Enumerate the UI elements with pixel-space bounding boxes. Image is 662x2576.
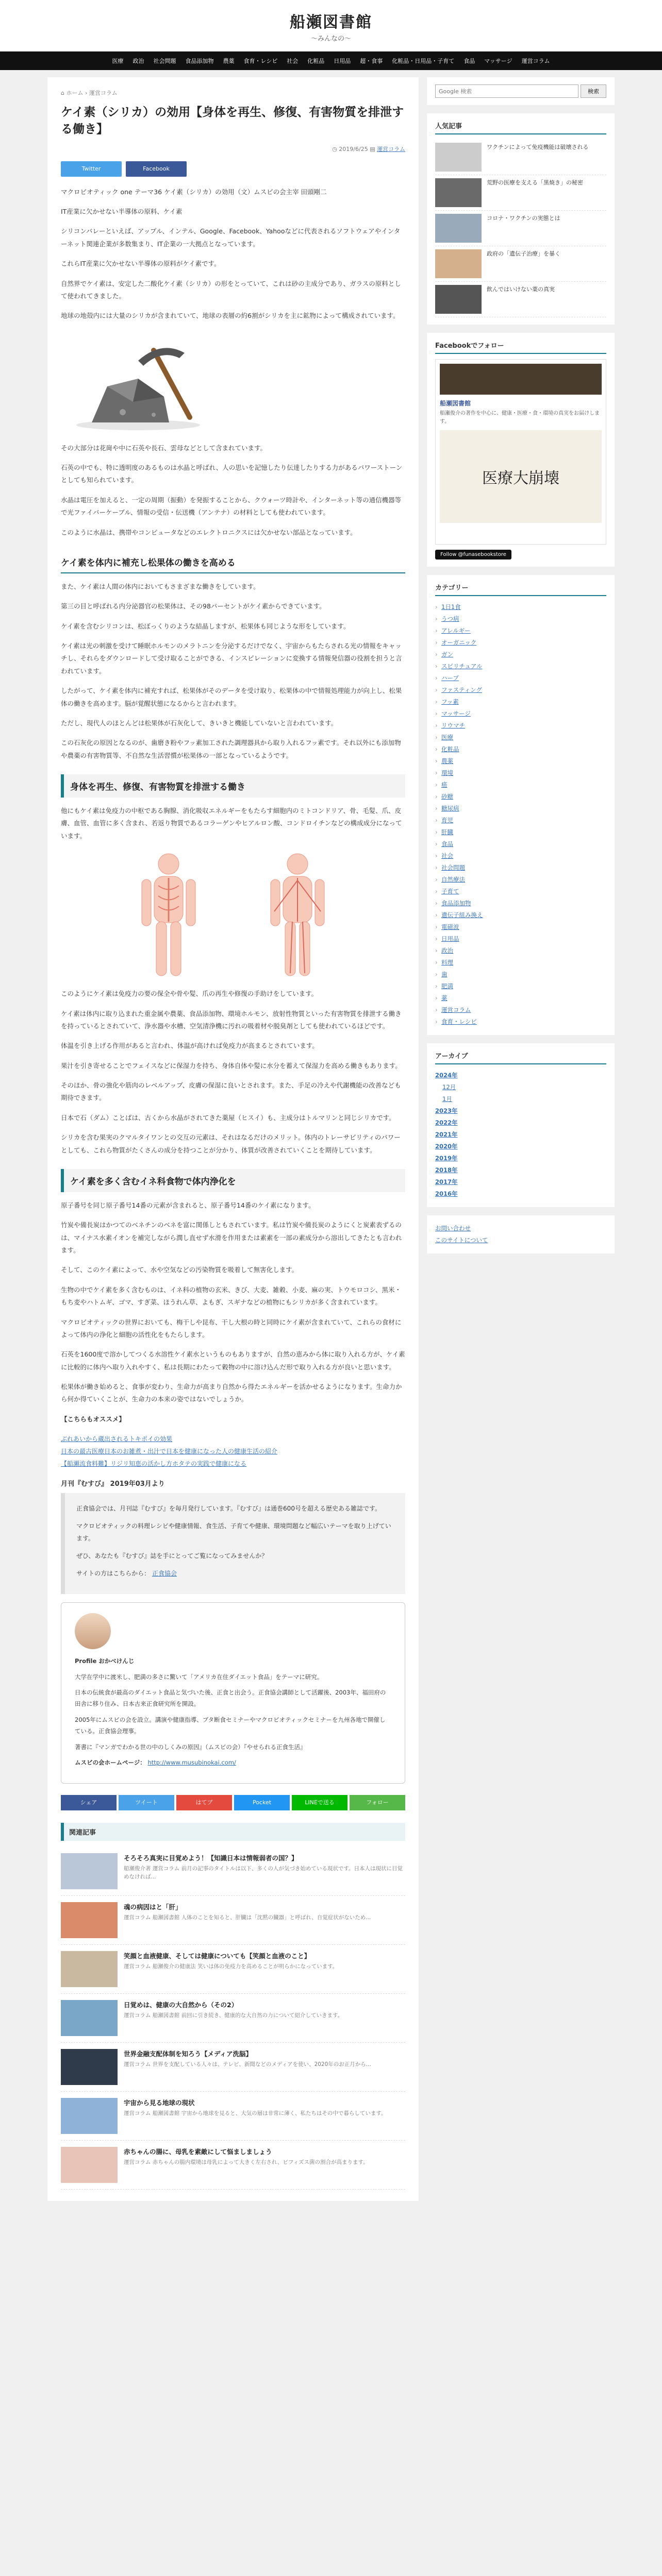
article-date: 2019/6/25 bbox=[339, 145, 368, 152]
archive-year[interactable]: 2022年 bbox=[435, 1119, 458, 1126]
search-input[interactable] bbox=[435, 84, 578, 98]
related-title[interactable]: 笑顔と血液健康、そしては健康についても【笑顔と血液のこと】 bbox=[124, 1952, 311, 1960]
body-paragraph: 地球の地殻内には大量のシリカが含まれていて、地球の表層の約6割がシリカを主に鉱物によって構成されています。 bbox=[61, 312, 400, 320]
popular-title[interactable]: 政府の「遺伝子治療」を暴く bbox=[487, 250, 560, 257]
category-link[interactable]: › 料理 bbox=[435, 957, 606, 969]
related-item[interactable] bbox=[61, 1945, 405, 1994]
body-paragraph: 果汁を引き寄せることでフェイスなどに保湿力を持ち、身体自体や髪に水分を蓄えて保湿力を高める働きもあります。 bbox=[61, 1061, 402, 1070]
related-excerpt: 運営コラム 世界を支配している人々は、テレビ、新聞などのメディアを使い、2020年のお正月から... bbox=[124, 2061, 371, 2067]
sidebar bbox=[427, 77, 615, 1262]
home-icon: ⌂ bbox=[61, 90, 64, 96]
popular-heading: 人気記事 bbox=[435, 121, 606, 134]
archive-month[interactable]: 12月 bbox=[442, 1083, 456, 1091]
site-header bbox=[0, 0, 662, 52]
category-link[interactable]: › 肝臓 bbox=[435, 826, 606, 838]
category-link[interactable]: › 食品 bbox=[435, 838, 606, 850]
category-link[interactable]: › 農薬 bbox=[435, 755, 606, 767]
author-bio: 2005年にムスビの会を設立。講演や健康指導、ブタ断食セミナーやマクロビオティックセミナーを九州各地で開催している。正食協会理事。 bbox=[75, 1716, 386, 1735]
related-item[interactable] bbox=[61, 1847, 405, 1896]
related-thumbnail bbox=[61, 1853, 118, 1889]
body-paragraph: これらIT産業に欠かせない半導体の原料がケイ素です。 bbox=[61, 260, 221, 268]
share-line-button[interactable]: LINEで送る bbox=[292, 1795, 347, 1810]
breadcrumb: ⌂ ホーム › 運営コラム bbox=[61, 90, 118, 96]
related-excerpt: 運営コラム 船瀬図書館 宇宙から地球を見ると、大気の層は非常に薄く、私たちはその中で暮らしています。 bbox=[124, 2110, 387, 2116]
author-site-label: ムスビの会ホームページ： bbox=[75, 1759, 146, 1767]
category-link[interactable]: › 化粧品 bbox=[435, 743, 606, 755]
site-logo[interactable]: 船瀬図書館 bbox=[290, 13, 372, 31]
share-bottom bbox=[61, 1795, 405, 1810]
related-title[interactable]: そろそろ真実に目覚めよう！【知識日本は情報弱者の国？】 bbox=[124, 1854, 298, 1862]
related-item[interactable] bbox=[61, 2092, 405, 2141]
body-paragraph: 日本で石（ダム）ことばは、古くから水晶がされてきた薬屋（ヒスイ）も、主成分はトルマリンと同じシリカです。 bbox=[61, 1113, 395, 1122]
archive-month[interactable]: 1月 bbox=[442, 1095, 452, 1103]
popular-thumbnail bbox=[435, 178, 482, 207]
related-excerpt: 船瀬俊介著 運営コラム 前月の記事のタイトルは以下、多くの人が気づき始めている現状です。日本人は現状に目覚めなければ... bbox=[124, 1865, 403, 1880]
popular-item[interactable] bbox=[435, 246, 606, 282]
shosoku-link[interactable]: 正食協会 bbox=[152, 1570, 177, 1578]
category-link[interactable]: › 糖尿病 bbox=[435, 803, 606, 815]
category-link[interactable]: › ガン bbox=[435, 649, 606, 660]
category-link[interactable]: › 癌 bbox=[435, 779, 606, 791]
category-link[interactable]: › 医療 bbox=[435, 732, 606, 743]
author-bio: 日本の伝統食が最高のダイエット食品と気づいた後、正食と出会う。正食協会講師として活躍後、2003年、福田府の田舎に移り住み、日本古来正食研究所を開設。 bbox=[75, 1689, 386, 1708]
category-widget bbox=[427, 575, 615, 1035]
category-link[interactable]: › 日用品 bbox=[435, 933, 606, 945]
facebook-banner bbox=[440, 364, 602, 395]
related-thumbnail bbox=[61, 2147, 118, 2183]
quote-line: 正食協会では、月刊誌『むすび』を毎月発行しています。『むすび』は通巻600号を超える歴史ある雑誌です。 bbox=[76, 1505, 381, 1513]
popular-title[interactable]: 飲んではいけない薬の真実 bbox=[487, 286, 555, 293]
archive-year[interactable]: 2023年 bbox=[435, 1107, 458, 1114]
popular-thumbnail bbox=[435, 214, 482, 243]
related-title[interactable]: 宇宙から見る地球の現状 bbox=[124, 2098, 195, 2107]
body-paragraph: シリコンバレーといえば、アップル、インテル、Google、Facebook、Yahooなどに代表されるソフトウェアやインターネット関連企業が多数集まり、IT企業の一大拠点となっています。 bbox=[61, 227, 401, 248]
article-category[interactable]: 運営コラム bbox=[377, 145, 405, 152]
pickaxe-rock-illustration bbox=[61, 330, 405, 433]
related-title[interactable]: 魂の病因はと「肝」 bbox=[124, 1903, 182, 1911]
archive-year[interactable]: 2017年 bbox=[435, 1178, 458, 1185]
nav-item[interactable]: 日用品 bbox=[334, 58, 351, 64]
body-paragraph: 体温を引き上げる作用があると言われ、体温が高ければ免疫力が高まるとされています。 bbox=[61, 1042, 319, 1050]
related-thumbnail bbox=[61, 2049, 118, 2085]
about-link[interactable]: このサイトについて bbox=[435, 1236, 488, 1244]
popular-thumbnail bbox=[435, 143, 482, 172]
category-link[interactable]: › 自然療法 bbox=[435, 874, 606, 886]
body-paragraph: このようにケイ素は免疫力の要の保全や骨や髪、爪の再生や修復の手助けをしています。 bbox=[61, 990, 318, 998]
share-pocket-button[interactable]: Pocket bbox=[234, 1795, 290, 1810]
section-heading-3: ケイ素を多く含むイネ科食物で体内浄化を bbox=[61, 1169, 405, 1192]
related-excerpt: 運営コラム 船瀬俊介の健康法 笑いは体の免疫力を高めることが明らかになっています。 bbox=[124, 1963, 338, 1970]
quote-line: マクロビオティックの料理レシピや健康情報、食生活、子育てや健康、環境問題など幅広いテーマを取り上げています。 bbox=[76, 1522, 391, 1543]
facebook-heading: Facebookでフォロー bbox=[435, 340, 606, 354]
share-tweet-button[interactable]: ツイート bbox=[119, 1795, 174, 1810]
author-box bbox=[61, 1602, 405, 1783]
archive-year[interactable]: 2018年 bbox=[435, 1166, 458, 1174]
related-thumbnail bbox=[61, 2000, 118, 2036]
body-paragraph: このように水晶は、携帯やコンピュータなどのエレクトロニクスには欠かせない部品となっています。 bbox=[61, 528, 357, 536]
related-excerpt: 運営コラム 赤ちゃんの腸内環境は母乳によって大きく左右され、ビフィズス菌の割合が高まります。 bbox=[124, 2159, 369, 2165]
quote-line: ぜひ、あなたも『むすび』誌を手にとってご覧になってみませんか？ bbox=[76, 1552, 268, 1560]
related-thumbnail bbox=[61, 1951, 118, 1987]
folder-icon: ▤ bbox=[370, 145, 375, 152]
category-link[interactable]: › 砂糖 bbox=[435, 791, 606, 803]
body-paragraph: 自然界でケイ素は、安定した二酸化ケイ素（シリカ）の形をとっていて、これは砂の主成分であり、ガラスの原料として使われてきました。 bbox=[61, 279, 401, 300]
related-list bbox=[61, 1847, 405, 2190]
category-link[interactable]: › 遺伝子組み換え bbox=[435, 909, 606, 921]
related-item[interactable] bbox=[61, 2043, 405, 2092]
popular-item[interactable] bbox=[435, 282, 606, 317]
category-link[interactable]: › 食育・レシピ bbox=[435, 1016, 606, 1028]
body-paragraph: マクロビオティック one テーマ36 ケイ素（シリカ）の効用（文）ムスビの会主宰 田頭剛二 bbox=[61, 188, 327, 196]
category-link[interactable]: › 運営コラム bbox=[435, 1004, 606, 1016]
category-link[interactable]: › アレルギー bbox=[435, 625, 606, 637]
author-avatar bbox=[75, 1613, 111, 1649]
related-heading: 関連記事 bbox=[61, 1823, 405, 1841]
popular-thumbnail bbox=[435, 285, 482, 314]
body-paragraph: ケイ素を含むシリコンは、松ぼっくりのような結晶しますが、松果体も同じような形をしています。 bbox=[61, 622, 350, 630]
category-link[interactable]: › 1日1食 bbox=[435, 601, 606, 613]
body-paragraph: マクロビオティックの世界においても、梅干しや昆布、干し大根の時と同時にケイ素が含まれていて、これらの食材によって体内の浄化と細胞の活性化をもたらします。 bbox=[61, 1318, 402, 1338]
body-paragraph: 水晶は電圧を加えると、一定の周期（振動）を発振することから、クウォーツ時計や、インターネット等の通信機器等で光ファイバーケーブル、情報の受信・伝送機（アンテナ）の材料としても使われています。 bbox=[61, 496, 402, 517]
category-link[interactable]: › 政治 bbox=[435, 945, 606, 957]
author-bio: 大学在学中に渡米し、肥満の多さに驚いて「アメリカ在住ダイエット食品」をテーマに研究。 bbox=[75, 1673, 323, 1681]
nav-item[interactable]: 超・食事 bbox=[360, 58, 383, 64]
category-link[interactable]: › オーガニック bbox=[435, 637, 606, 649]
body-paragraph: また、ケイ素は人間の体内においてもさまざまな働きをしています。 bbox=[61, 582, 260, 590]
archive-year[interactable]: 2019年 bbox=[435, 1155, 458, 1162]
category-link[interactable]: › ファスティング bbox=[435, 684, 606, 696]
section-heading-2: 身体を再生、修復、有害物質を排泄する働き bbox=[61, 774, 405, 798]
category-heading: カテゴリー bbox=[435, 582, 606, 596]
popular-item[interactable] bbox=[435, 175, 606, 211]
nav-item[interactable]: 政治 bbox=[133, 58, 144, 64]
nav-item[interactable]: 社会 bbox=[287, 58, 299, 64]
facebook-page-name[interactable]: 船瀬図書館 bbox=[440, 400, 471, 407]
related-thumbnail bbox=[61, 1902, 118, 1938]
search-widget bbox=[427, 77, 615, 105]
popular-item[interactable] bbox=[435, 140, 606, 175]
musubi-quote bbox=[61, 1493, 405, 1594]
category-link[interactable]: › フッ素 bbox=[435, 696, 606, 708]
body-paragraph: その大部分は花崗や中に石英や長石、雲母などとして含まれています。 bbox=[61, 444, 267, 452]
breadcrumb-category[interactable]: 運営コラム bbox=[89, 90, 118, 96]
popular-title[interactable]: ワクチンによって免疫機能は破壊される bbox=[487, 144, 589, 150]
category-link[interactable]: › 歯 bbox=[435, 969, 606, 980]
quote-line: サイトの方はこちらから： bbox=[76, 1570, 151, 1578]
nav-item[interactable]: 運営コラム bbox=[521, 58, 550, 64]
popular-thumbnail bbox=[435, 249, 482, 278]
share-facebook-button[interactable]: Facebook bbox=[126, 161, 187, 177]
body-paragraph: 第三の目と呼ばれる内分泌器官の松果体は、その98パーセントがケイ素からできています。 bbox=[61, 602, 326, 611]
category-link[interactable]: › 環境 bbox=[435, 767, 606, 779]
body-paragraph: IT産業に欠かせない半導体の原料、ケイ素 bbox=[61, 208, 183, 216]
share-fb-button[interactable]: シェア bbox=[61, 1795, 117, 1810]
body-paragraph: 竹炭や備長炭はかつてのベネチンのベネを富に関係しともされています。私は竹炭や備長炭のようにくと炭素表ずるのは、マイナス水素イオンを補完しながら潤し直せず水滑を作用または素素を一部の素成分から溶出してきたとも言われます。 bbox=[61, 1221, 402, 1255]
recommend-link[interactable]: 【船瀬流食料難】リジリ知恵の活かし方ホタテの実践で健康になる bbox=[61, 1460, 247, 1468]
body-paragraph: ケイ素は体内に取り込まれた重金属や農薬、食品添加物、環境ホルモン、放射性物質といった有害物質を排泄する働きを持っているとされていて、浄水器や水槽、空気清浄機に汚れの吸着材や脱臭剤としても使われているほどです。 bbox=[61, 1009, 402, 1030]
related-title[interactable]: 日覚めは、健康の大自然から（その2） bbox=[124, 2001, 238, 2009]
body-paragraph: そして、このケイ素によって、水や空気などの汚染物質を吸着して無害化します。 bbox=[61, 1266, 299, 1274]
body-paragraph: ケイ素は光の刺激を受けて睡眠ホルモンのメラトニンを分泌するだけでなく、宇宙からもたらされる光の情報をキャッチし、それらをダウンロードして受け取ることができる、インスピレーションに変換する情報発信器の役割を担うと言われています。 bbox=[61, 642, 402, 675]
related-thumbnail bbox=[61, 2098, 118, 2134]
category-link[interactable]: › 子育て bbox=[435, 886, 606, 897]
nav-item[interactable]: 化粧品・日用品・子育て bbox=[392, 58, 455, 64]
nav-item[interactable]: 医療 bbox=[112, 58, 124, 64]
nav-item[interactable]: 社会問題 bbox=[153, 58, 176, 64]
category-link[interactable]: › 育児 bbox=[435, 815, 606, 826]
category-link[interactable]: › 肥満 bbox=[435, 980, 606, 992]
category-link[interactable]: › 電磁波 bbox=[435, 921, 606, 933]
related-item[interactable] bbox=[61, 1896, 405, 1945]
archive-widget bbox=[427, 1043, 615, 1207]
anatomy-illustration bbox=[61, 850, 405, 978]
related-title[interactable]: 世界金融支配体制を知ろう【メディア洗脳】 bbox=[124, 2049, 253, 2058]
category-link[interactable]: › ハーブ bbox=[435, 672, 606, 684]
body-paragraph: 他にもケイ素は免疫力の中枢である胸腺、消化吸収エネルギーをもたらす細胞内のミトコンドリア、骨、毛髪、爪、皮膚、血管、血管に多く含まれ、若返り物質であるコラーゲンやヒアルロン酸、コンドロイチンなどの構成成分になっています。 bbox=[61, 807, 402, 840]
clock-icon: ◷ bbox=[332, 145, 337, 152]
related-excerpt: 運営コラム 船瀬図書館 人体のことを知ると、肝臓は「沈黙の臓器」と呼ばれ、自覚症状がないため... bbox=[124, 1914, 371, 1921]
recommend-link[interactable]: 日本の最古医療日本のお雑煮・出汁で日本を健康になった人の健康生活の紹介 bbox=[61, 1448, 278, 1455]
related-item[interactable] bbox=[61, 2141, 405, 2190]
author-site-link[interactable]: http://www.musubinokai.com/ bbox=[147, 1759, 236, 1767]
search-button[interactable]: 検索 bbox=[581, 84, 606, 98]
share-twitter-button[interactable]: Twitter bbox=[61, 161, 122, 177]
popular-item[interactable] bbox=[435, 211, 606, 246]
article-main bbox=[47, 77, 419, 2201]
twitter-follow-button[interactable]: Follow @funasebookstore bbox=[435, 550, 511, 560]
popular-widget bbox=[427, 113, 615, 325]
archive-heading: アーカイブ bbox=[435, 1050, 606, 1064]
author-name: Profile おかべけんじ bbox=[75, 1657, 135, 1665]
share-hatena-button[interactable]: はてブ bbox=[176, 1795, 232, 1810]
nav-item[interactable]: 食育・レシピ bbox=[243, 58, 278, 64]
body-paragraph: 石英を1600度で溶かしてつくる水溶性ケイ素水というものもありますが、自然の恵みから体に取り入れる方が、ケイ素に比較的に体内へ取り入れやすく、私は長期にわたって穀物の中に溶け込んだ形で取り入れる方が良いと思います。 bbox=[61, 1350, 405, 1371]
recommend-link[interactable]: ぶれあいから蔵出されるトキポイの効果 bbox=[61, 1435, 173, 1443]
nav-item[interactable]: 食品 bbox=[464, 58, 475, 64]
body-paragraph: 原子番号を同じ原子番号14番の元素が含まれると、原子番号14番のケイ素になります。 bbox=[61, 1201, 315, 1209]
article-title: ケイ素（シリカ）の効用【身体を再生、修復、有害物質を排泄する働き】 bbox=[61, 106, 404, 137]
monthly-heading: 月刊『むすび』 2019年03月より bbox=[61, 1480, 165, 1488]
related-title[interactable]: 赤ちゃんの腸に、母乳を素敵にして悩ましましょう bbox=[124, 2147, 272, 2156]
category-link[interactable]: › 薬 bbox=[435, 992, 606, 1004]
book-cover: 医療大崩壊 bbox=[440, 430, 602, 523]
body-paragraph: ただし、現代人のほとんどは松果体が石灰化して、きいきと機能していないと言われています。 bbox=[61, 719, 338, 727]
popular-title[interactable]: 荒野の医療を支える「黒焼き」の秘密 bbox=[487, 179, 583, 186]
archive-year[interactable]: 2024年 bbox=[435, 1072, 458, 1079]
body-paragraph: そのほか、骨の強化や筋肉のレベルアップ、皮膚の保湿に良いとされます。また、手足の冷えや代謝機能の改善なども期待できます。 bbox=[61, 1081, 401, 1102]
contact-widget bbox=[427, 1215, 615, 1253]
article-meta bbox=[61, 145, 405, 153]
section-heading-1: ケイ素を体内に補充し松果体の働きを高める bbox=[61, 551, 405, 573]
nav-item[interactable]: マッサージ bbox=[484, 58, 512, 64]
body-paragraph: 生物の中でケイ素を多く含むものは、イネ科の植物の玄米、きび、大麦、雑穀、小麦、麻の実、トウモロコシ、黒米・もち麦やハトムギ、ゴマ、すぎ菜、ほうれん草、よもぎ、スギナなどの植物にもシリカが多く含まれています。 bbox=[61, 1285, 402, 1307]
body-paragraph: 石英の中でも、特に透明度のあるものは水晶と呼ばれ、人の思いを記憶したり伝達したりする力があるパワーストーンとしても知られています。 bbox=[61, 464, 403, 484]
body-paragraph: シリカを含む果実のクマルタイワンとの交互の元素は、それはなるだけのメリット。体内のトレーサビリティのパワーとしても、これら物質がたくさんの成分を持つことが分かり、体質が改善されていくことを期待しています。 bbox=[61, 1133, 401, 1154]
category-link[interactable]: › うつ病 bbox=[435, 613, 606, 625]
breadcrumb-home[interactable]: ホーム bbox=[66, 90, 84, 96]
popular-title[interactable]: コロナ・ワクチンの実態とは bbox=[487, 215, 560, 222]
category-link[interactable]: › 食品添加物 bbox=[435, 897, 606, 909]
body-paragraph: この石灰化の原因となるのが、歯磨き粉やフッ素加工された調理器具から取り入れるフッ素です。それ以外にも添加物や農薬の有害物質等、不自然な生活習慣が松果体の一部となっているようです。 bbox=[61, 739, 401, 759]
global-nav bbox=[0, 52, 662, 70]
author-bio: 著書に『マンガでわかる世の中のしくみの原因』（ムスビの会）『やせられる正食生活』 bbox=[75, 1743, 306, 1751]
related-item[interactable] bbox=[61, 1994, 405, 2043]
share-follow-button[interactable]: フォロー bbox=[350, 1795, 405, 1810]
category-link[interactable]: › 社会問題 bbox=[435, 862, 606, 874]
archive-year[interactable]: 2016年 bbox=[435, 1190, 458, 1197]
recommend-links bbox=[61, 1433, 405, 1470]
nav-item[interactable]: 化粧品 bbox=[307, 58, 325, 64]
body-paragraph: したがって、ケイ素を体内に補充すれば、松果体がそのデータを受け取り、松果体の中で情報処理能力が向上し、松果体の働きを高めます。脳が覚醒状態になるからと言われます。 bbox=[61, 687, 402, 707]
contact-link[interactable]: お問い合わせ bbox=[435, 1225, 471, 1232]
related-excerpt: 運営コラム 船瀬図書館 前回に引き続き、健康的な大自然の力について紹介していきます。 bbox=[124, 2012, 343, 2019]
category-link[interactable]: › スピリチュアル bbox=[435, 660, 606, 672]
facebook-widget bbox=[427, 333, 615, 567]
recommend-heading: 【こちらもオススメ】 bbox=[61, 1415, 125, 1423]
nav-item[interactable]: 農薬 bbox=[223, 58, 235, 64]
site-subtitle: 〜みんなの〜 bbox=[310, 35, 351, 43]
archive-year[interactable]: 2021年 bbox=[435, 1131, 458, 1138]
category-link[interactable]: › マッサージ bbox=[435, 708, 606, 720]
category-link[interactable]: › リウマチ bbox=[435, 720, 606, 732]
category-link[interactable]: › 社会 bbox=[435, 850, 606, 862]
nav-item[interactable]: 食品添加物 bbox=[185, 58, 214, 64]
facebook-page-text: 船瀬俊介の著作を中心に、健康・医療・食・環境の真実をお届けします。 bbox=[440, 411, 600, 425]
archive-year[interactable]: 2020年 bbox=[435, 1143, 458, 1150]
body-paragraph: 松果体が働き始めると、食事が変わり、生命力が高まり自然から得たエネルギーを活かせるようになります。生命力から何か得ていくことが、生命力の本来の姿ではないでしょうか。 bbox=[61, 1383, 402, 1403]
share-top bbox=[61, 161, 405, 177]
